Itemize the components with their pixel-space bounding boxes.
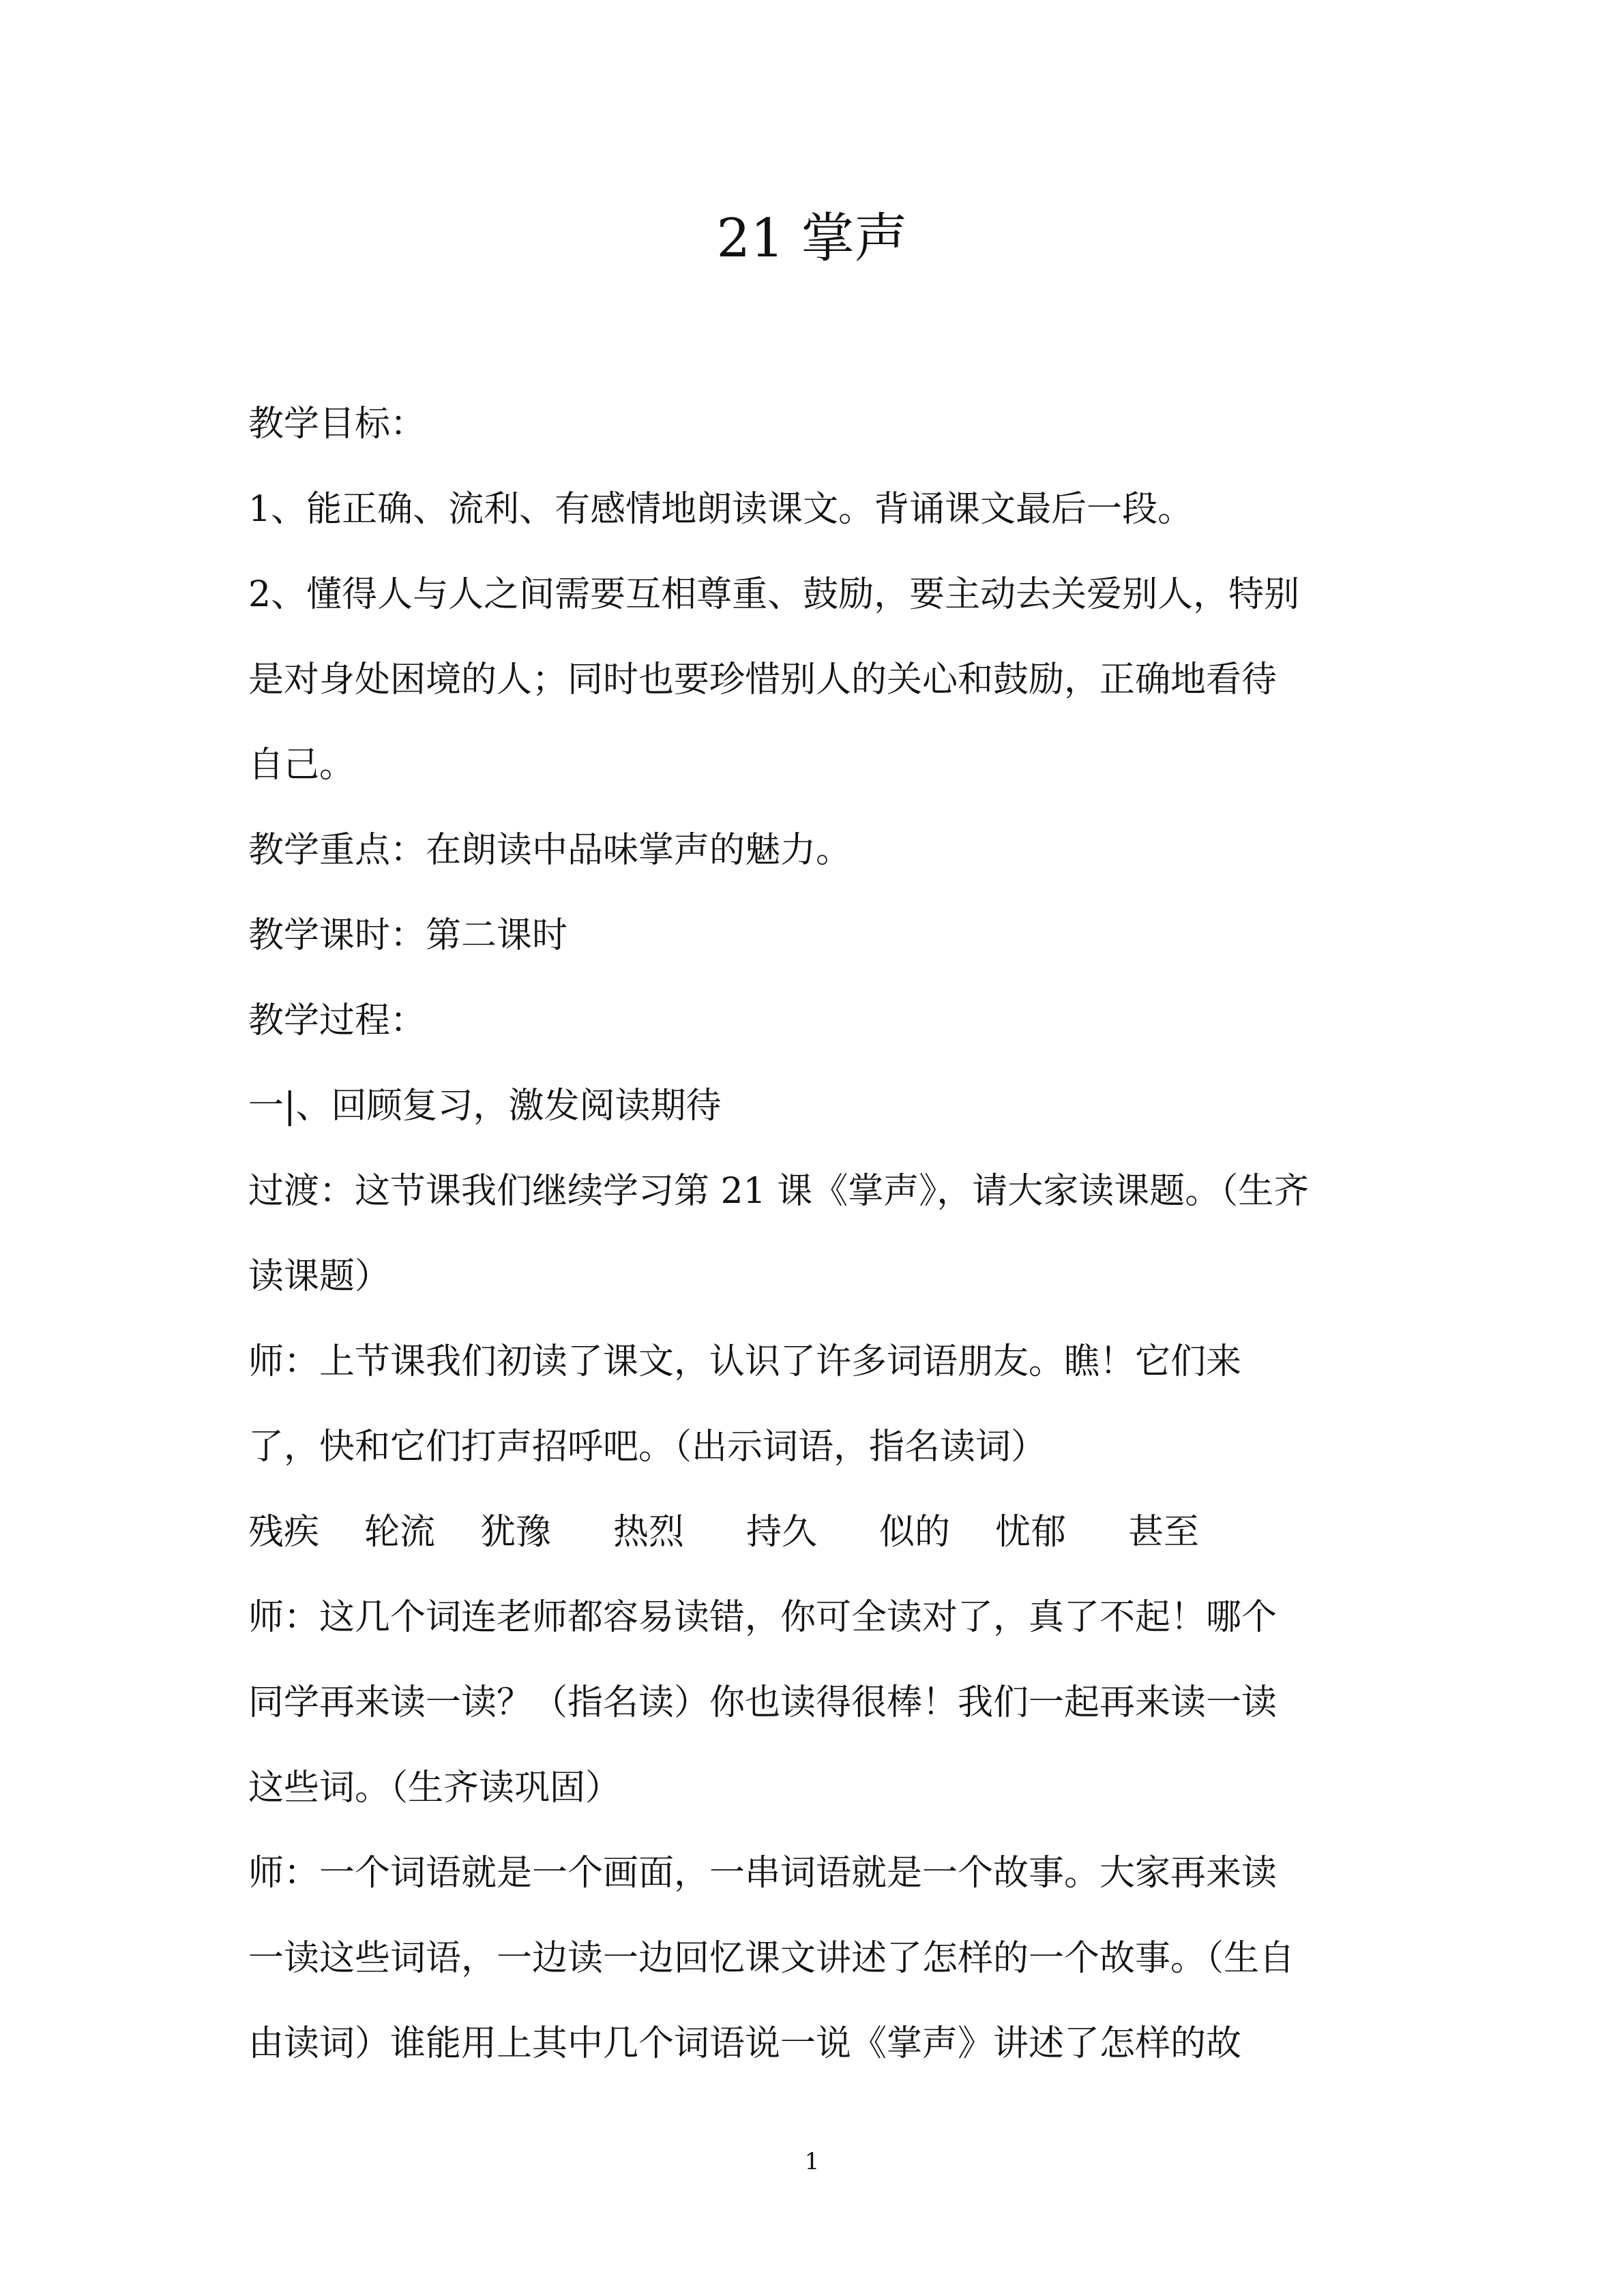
paragraph-line: 过渡：这节课我们继续学习第 21 课《掌声》，请大家读课题。（生齐 xyxy=(248,1171,1310,1212)
vocabulary-list xyxy=(248,1490,1394,1575)
vocab-word: 甚至 xyxy=(1128,1512,1200,1553)
paragraph-line: 一|、回顾复习，激发阅读期待 xyxy=(248,1086,722,1127)
document-title: 21 掌声 xyxy=(716,208,908,269)
paragraph-line: 自己。 xyxy=(248,745,355,786)
paragraph-line: 了，快和它们打声招呼吧。（出示词语，指名读词） xyxy=(248,1427,1047,1467)
vocab-word: 似的 xyxy=(879,1512,951,1553)
vocab-word: 犹豫 xyxy=(480,1512,552,1553)
vocab-word: 残疾 xyxy=(248,1512,320,1553)
paragraph-line: 由读词）谁能用上其中几个词语说一说《掌声》讲述了怎样的故 xyxy=(248,2023,1242,2064)
paragraph-line: 教学目标： xyxy=(248,404,426,445)
paragraph-line: 教学课时：第二课时 xyxy=(248,915,568,956)
paragraph-line: 2、懂得人与人之间需要互相尊重、鼓励，要主动去关爱别人，特别 xyxy=(248,574,1300,615)
paragraph-line: 这些词。（生齐读巩固） xyxy=(248,1768,621,1808)
paragraph-line: 教学过程： xyxy=(248,1000,426,1041)
vocab-word: 忧郁 xyxy=(995,1512,1067,1553)
paragraph-line: 师：上节课我们初读了课文，认识了许多词语朋友。瞧！它们来 xyxy=(248,1341,1242,1382)
paragraph-line: 1、能正确、流利、有感情地朗读课文。背诵课文最后一段。 xyxy=(248,489,1194,530)
page-number: 1 xyxy=(804,2148,820,2175)
vocab-word: 轮流 xyxy=(364,1512,436,1553)
document-body xyxy=(248,382,1394,2087)
vocab-word: 热烈 xyxy=(613,1512,685,1553)
vocab-word: 持久 xyxy=(746,1512,818,1553)
paragraph-line: 教学重点：在朗读中品味掌声的魅力。 xyxy=(248,830,852,871)
paragraph-line: 师：一个词语就是一个画面，一串词语就是一个故事。大家再来读 xyxy=(248,1853,1278,1894)
paragraph-line: 师：这几个词连老师都容易读错，你可全读对了，真了不起！哪个 xyxy=(248,1597,1278,1638)
paragraph-line: 一读这些词语，一边读一边回忆课文讲述了怎样的一个故事。（生自 xyxy=(248,1938,1295,1979)
paragraph-line: 同学再来读一读？（指名读）你也读得很棒！我们一起再来读一读 xyxy=(248,1682,1278,1723)
paragraph-line: 读课题） xyxy=(248,1256,391,1297)
paragraph-line: 是对身处困境的人；同时也要珍惜别人的关心和鼓励，正确地看待 xyxy=(248,659,1278,700)
